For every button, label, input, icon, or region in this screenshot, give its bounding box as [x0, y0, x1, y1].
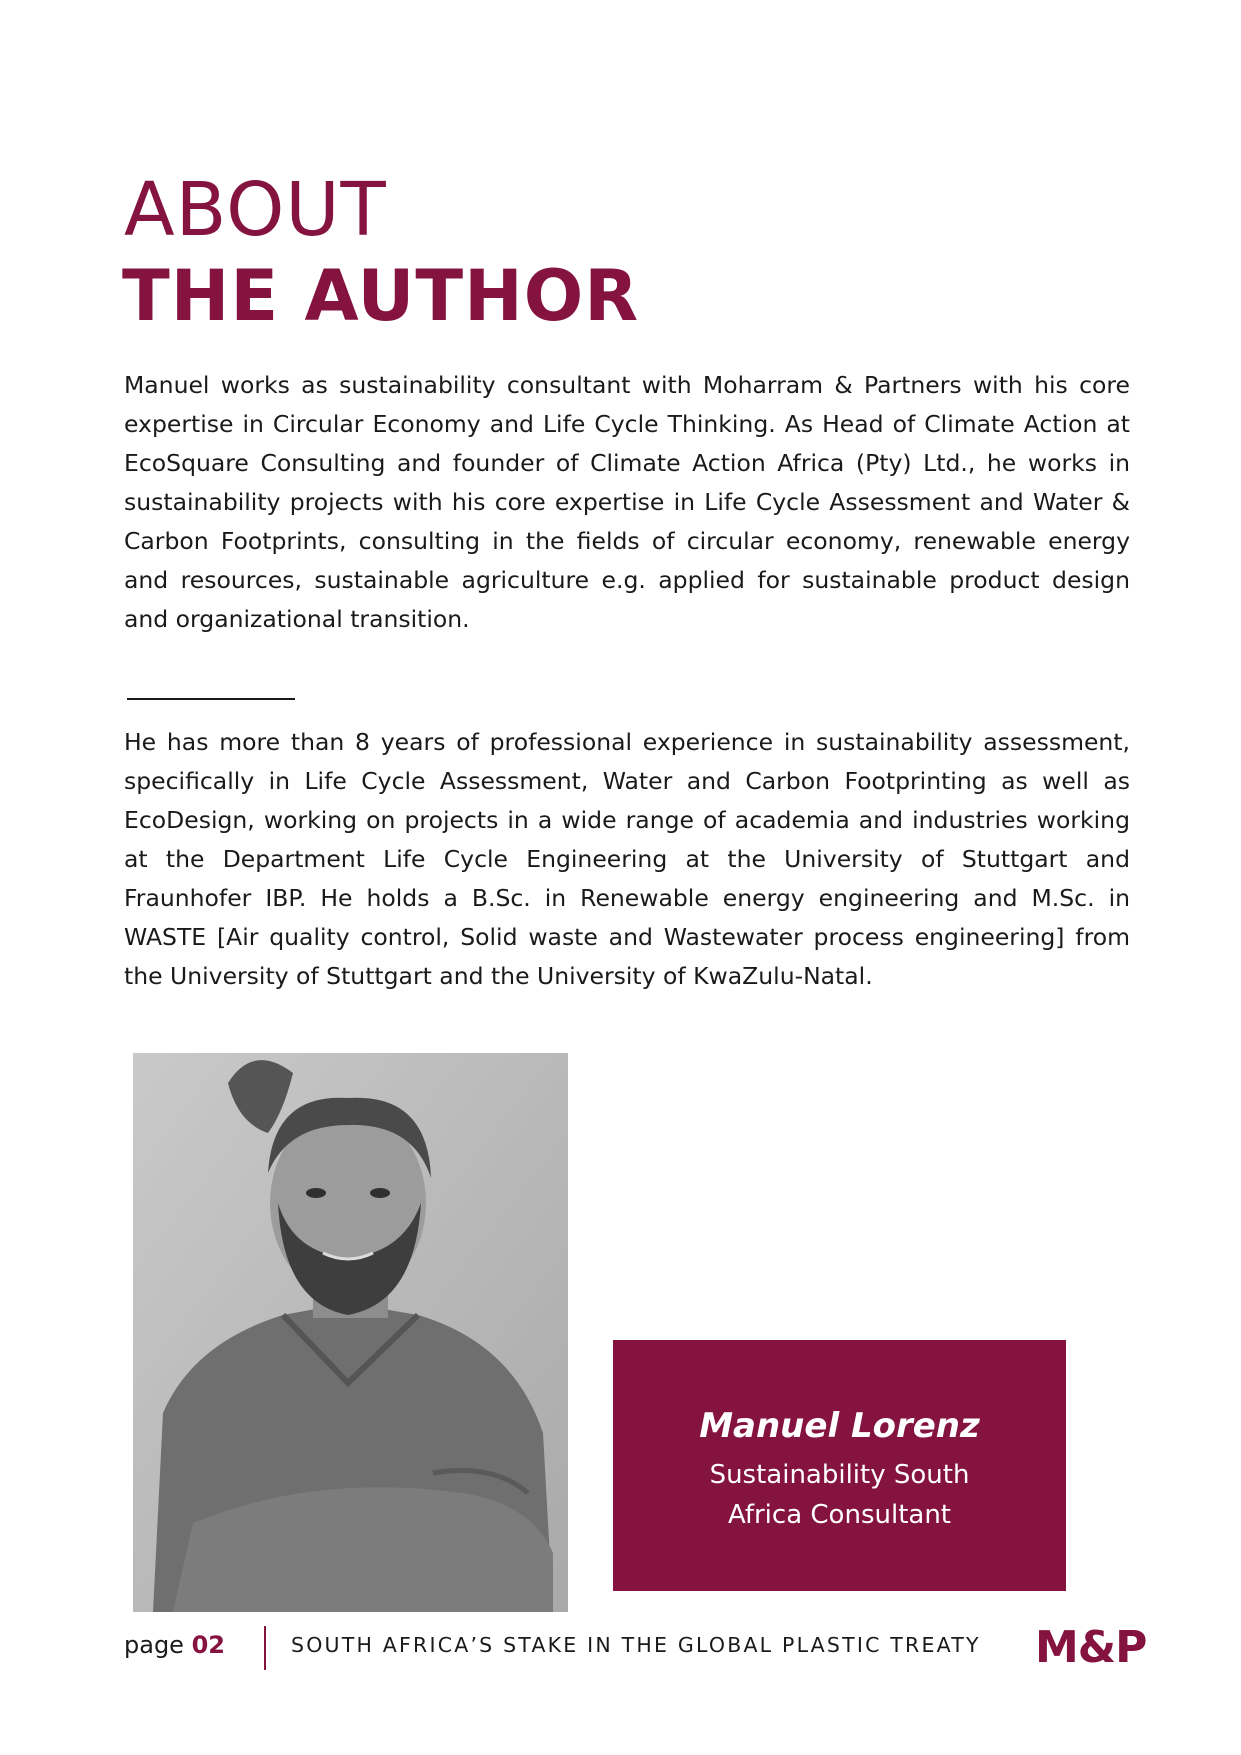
- footer-document-title: SOUTH AFRICA’S STAKE IN THE GLOBAL PLASTIC TREATY: [291, 1633, 981, 1657]
- page-indicator: [124, 1629, 225, 1661]
- page-label: page: [124, 1631, 184, 1659]
- brand-logo: M&P: [1035, 1622, 1147, 1673]
- author-name-card: [613, 1340, 1066, 1591]
- page-number: 02: [191, 1631, 225, 1659]
- author-role: [673, 1455, 1006, 1535]
- footer-separator: [264, 1626, 266, 1670]
- heading-the-author: THE AUTHOR: [122, 255, 640, 337]
- bio-paragraph-2: He has more than 8 years of professional experience in sustainability assessment, specifically in Life Cycle Assessment, Water and Carbon Footprinting as well as EcoDesign, working on projects in a wide range of academia and industries working at the Department Life Cycle Engineering at the University of Stuttgart and Fraunhofer IBP. He holds a B.Sc. in Renewable energy engineering and M.Sc. in WASTE [Air quality control, Solid waste and Wastewater process engineering] from the University of Stuttgart and the University of KwaZulu-Natal.: [124, 728, 1130, 990]
- section-divider: [127, 698, 295, 700]
- author-role-line-1: Sustainability South: [709, 1460, 970, 1490]
- bio-paragraph-1: Manuel works as sustainability consultant with Moharram & Partners with his core expertise in Circular Economy and Life Cycle Thinking. As Head of Climate Action at EcoSquare Consulting and founder of Climate Action Africa (Pty) Ltd., he works in sustainability projects with his core expertise in Life Cycle Assessment and Water & Carbon Footprints, consulting in the fields of circular economy, renewable energy and resources, sustainable agriculture e.g. applied for sustainable product design and organizational transition.: [124, 371, 1130, 633]
- author-name: Manuel Lorenz: [699, 1406, 980, 1446]
- author-photo: [133, 1053, 568, 1612]
- author-role-line-2: Africa Consultant: [727, 1500, 951, 1530]
- heading-about: ABOUT: [124, 167, 387, 253]
